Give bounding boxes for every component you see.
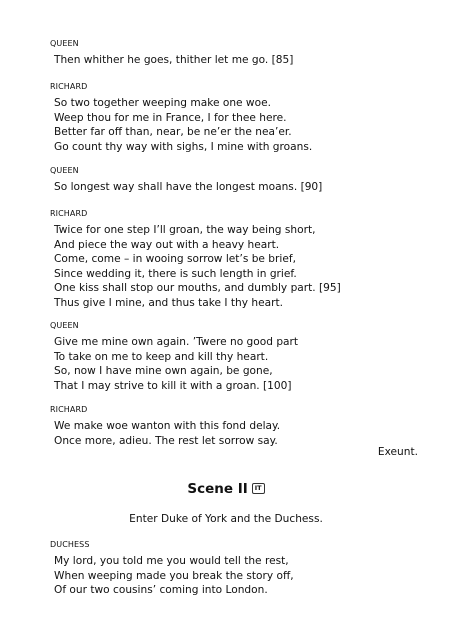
verse-line: Go count thy way with sighs, I mine with groans. — [54, 140, 313, 153]
speaker-name: QUEEN — [50, 39, 79, 48]
verse-line: My lord, you told me you would tell the rest, — [54, 555, 289, 567]
verse-line: So two together weeping make one woe. — [54, 97, 271, 109]
verse-line: Since wedding it, there is such length in grief. — [54, 267, 297, 280]
speech-lines — [50, 180, 430, 195]
speech-lines — [50, 419, 430, 448]
speaker-name: DUCHESS — [50, 540, 90, 549]
verse-line: Give me mine own again. ’Twere no good part — [54, 336, 299, 348]
scene-heading — [0, 480, 452, 498]
verse-line: Of our two cousins’ coming into London. — [54, 584, 268, 597]
speech-richard-1 — [50, 82, 430, 154]
verse-line: Better far off than, near, be ne’er the nea’er. — [54, 126, 292, 139]
speech-queen-2 — [50, 166, 430, 195]
speech-queen-3 — [50, 321, 430, 393]
verse-line: So longest way shall have the longest moans. [90] — [54, 181, 323, 193]
verse-line: That I may strive to kill it with a groan. [100] — [54, 379, 292, 392]
speaker-name: QUEEN — [50, 321, 79, 330]
speech-lines — [50, 554, 430, 598]
speech-lines — [50, 223, 430, 311]
scene-tag-badge: IT — [252, 483, 265, 494]
speaker-name: QUEEN — [50, 166, 79, 175]
verse-line: And piece the way out with a heavy heart. — [54, 238, 280, 251]
speech-duchess — [50, 540, 430, 598]
speech-richard-2 — [50, 209, 430, 311]
speech-lines — [50, 335, 430, 393]
verse-line: Thus give I mine, and thus take I thy heart. — [54, 296, 283, 309]
speaker-name: RICHARD — [50, 82, 88, 91]
speech-richard-3 — [50, 405, 430, 448]
verse-line: Then whither he goes, thither let me go. [85] — [54, 54, 294, 66]
verse-line: Once more, adieu. The rest let sorrow say. — [54, 434, 278, 447]
verse-line: When weeping made you break the story off, — [54, 569, 294, 582]
speech-queen-1 — [50, 39, 430, 68]
speaker-name: RICHARD — [50, 405, 88, 414]
verse-line: We make woe wanton with this fond delay. — [54, 420, 281, 432]
speech-lines — [50, 53, 430, 68]
verse-line: So, now I have mine own again, be gone, — [54, 365, 273, 378]
scene-title: Scene II — [187, 481, 248, 497]
stage-direction: Enter Duke of York and the Duchess. — [129, 513, 323, 525]
verse-line: To take on me to keep and kill thy heart. — [54, 350, 269, 363]
verse-line: Weep thou for me in France, I for thee here. — [54, 111, 287, 124]
speech-lines — [50, 96, 430, 154]
verse-line: One kiss shall stop our mouths, and dumbly part. [95] — [54, 282, 341, 295]
verse-line: Come, come – in wooing sorrow let’s be brief, — [54, 253, 296, 266]
exeunt-direction: Exeunt. — [377, 446, 418, 458]
speaker-name: RICHARD — [50, 209, 88, 218]
verse-line: Twice for one step I’ll groan, the way being short, — [54, 224, 316, 236]
